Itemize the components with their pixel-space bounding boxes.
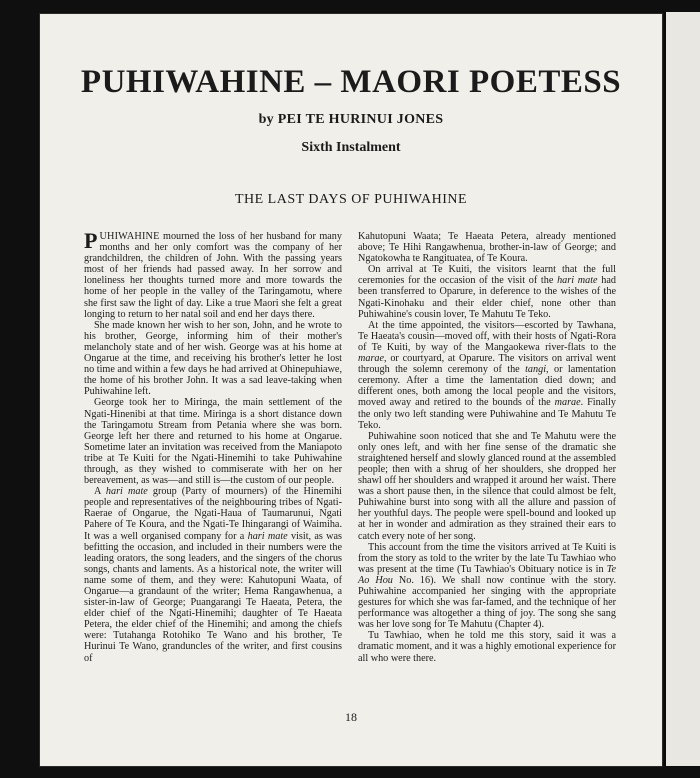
- text-run: visit, as was befitting the occasion, and included in their numbers were the leading orators, the song leaders, and the singers of the chorus songs, chants and laments. As a historical note, the writer will name some of them, and they were: Kahutopuni Waata, of Ongarue—a grandaunt of the writer; Hema Rangawhenua, a sister-in-law of George; Puangarangi Te Haeata, Petera, the elder chief of the Ngati-Hinemihi; daughter of Te Haeata Petera, the elder chief of the Hinemihi; and among the chiefs were: Tutahanga Rotohiko Te Wano and his brother, Te Hurinui Te Wano, granduncles of the writer, and first cousins of: [84, 530, 342, 664]
- paragraph: [84, 486, 342, 664]
- lead-text: mourned the loss of her husband for many months and her only comfort was the company of her grandchildren, the children of John. With the passing years most of her friends had passed away. In her sorrow and loneliness her thoughts turned more and more towards the home of her people in the valley of the Taringamotu, where she first saw the light of day. Like a true Maori she felt a great longing to return to her natal soil and end her days there.: [84, 231, 342, 320]
- adjacent-page-edge: [664, 12, 700, 766]
- text-run: had been transferred to Oparure, in deference to the wishes of the Ngati-Kinohaku and their elder chief, none other than Puhiwahine's cousin lover, Te Mahutu Te Teko.: [358, 275, 616, 320]
- magazine-page: [40, 14, 662, 766]
- paragraph: [358, 320, 616, 431]
- text-run: , or lamentation ceremony. After a time the lamentation died down; and different ones, both among the local people and the visitors, moved away and retired to the bounds of the: [358, 364, 616, 409]
- instalment-label: Sixth Instalment: [301, 140, 401, 155]
- italic-term: hari mate: [105, 486, 148, 498]
- paragraph: Tu Tawhiao, when he told me this story, said it was a dramatic moment, and it was a highly emotional experience for all who were there.: [358, 630, 616, 664]
- text-run: . Finally the only two left standing were Puhiwahine and Te Mahutu Te Teko.: [358, 397, 616, 431]
- italic-term: Te Ao Hou: [358, 563, 616, 586]
- paragraph: George took her to Miringa, the main settlement of the Ngati-Hinenibi at that time. Miringa is a short distance down the Taringamotu Stream from Petania where she was born. George left her there and returned to his home at Ongarue. Sometime later an invitation was received from the Maniapoto tribe at Te Kuiti for the Ngati-Hinemihi to take Puhiwahine through, as they wished to commiserate with her on her bereavement, as was—and still is—the custom of our people.: [84, 397, 342, 487]
- text-run: group (Party of mourners) of the Hinemihi people and representatives of the neighbouring tribes of Ngati-Raerae of Ongarue, the Ngati-Haua of Taumarunui, Ngati Pahere of Te Koura, and the Ngati-Te Ihingarangi of Waimiha. It was a well organised company for a: [84, 486, 342, 542]
- italic-term: hari mate: [247, 530, 288, 542]
- italic-term: marae: [358, 353, 385, 365]
- drop-cap: P: [84, 228, 98, 253]
- text-run: No. 16). We shall now continue with the story. Puhiwahine accompanied her singing with the appropriate gestures for which she was far-famed, and the technique of her performance was altogether a thing of joy. The song she sang was her love song for Te Mahutu (Chapter 4).: [358, 574, 616, 631]
- italic-term: marae: [554, 397, 581, 409]
- article-title: PUHIWAHINE – MAORI POETESS: [80, 64, 622, 100]
- italic-term: hari mate: [557, 275, 598, 287]
- paragraph: Puhiwahine soon noticed that she and Te Mahutu were the only ones left, and with her fine sense of the dramatic she straightened herself and slowly glanced round at the assembled people; then with a shrug of her shoulders, she dropped her shawl off her shoulders and wrapped it around her waist. There was a short pause then, in the silence that could almost be felt, Puhiwahine burst into song with all the allure and passion of her youthful days. The people were spell-bound and looked up at her in wonder and admiration as they strained their ears to catch every note of her song.: [358, 430, 616, 542]
- text-run: At the time appointed, the visitors—escorted by Tawhana, Te Haeata's cousin—moved off, with their hosts of Ngati-Rora of Te Kuiti, by way of the Mangaokewa river-flats to the: [358, 319, 616, 353]
- text-run: A: [94, 486, 106, 498]
- text-run: On arrival at Te Kuiti, the visitors learnt that the full ceremonies for the occasion of the visit of the: [358, 264, 616, 287]
- paragraph: [358, 264, 616, 319]
- section-title: THE LAST DAYS OF PUHIWAHINE: [234, 192, 468, 207]
- article-byline: by PEI TE HURINUI JONES: [258, 112, 444, 127]
- paragraph: She made known her wish to her son, John, and he wrote to his brother, George, informing him of their mother's melancholy state and of her wish. George was at his home at Ongarue at the time, and receiving his brother's letter he lost no time and within a few days he had arrived at Ohinepuhiawe, the home of his brother John. It was a sad leave-taking when Puhiwahine left.: [84, 319, 343, 398]
- right-column: [358, 231, 616, 664]
- paragraph: [358, 542, 616, 631]
- text-run: This account from the time the visitors arrived at Te Kuiti is from the story as told to the writer by the late Tu Tawhiao who was present at the time (Tu Tawhiao's Obituary notice is in: [358, 541, 616, 575]
- page-number: 18: [345, 710, 357, 724]
- paragraph: [84, 228, 342, 320]
- paragraph: Kahutopuni Waata; Te Haeata Petera, already mentioned above; Te Hihi Rangawhenua, brother-in-law of George; and Ngatokowha te Rangituatea, of Te Koura.: [358, 231, 616, 265]
- lead-smallcaps: UHIWAHINE: [99, 231, 160, 242]
- text-run: , or courtyard, at Oparure. The visitors on arrival went through the solemn ceremony of the: [358, 353, 616, 376]
- italic-term: tangi: [525, 364, 547, 376]
- left-column: [84, 228, 343, 664]
